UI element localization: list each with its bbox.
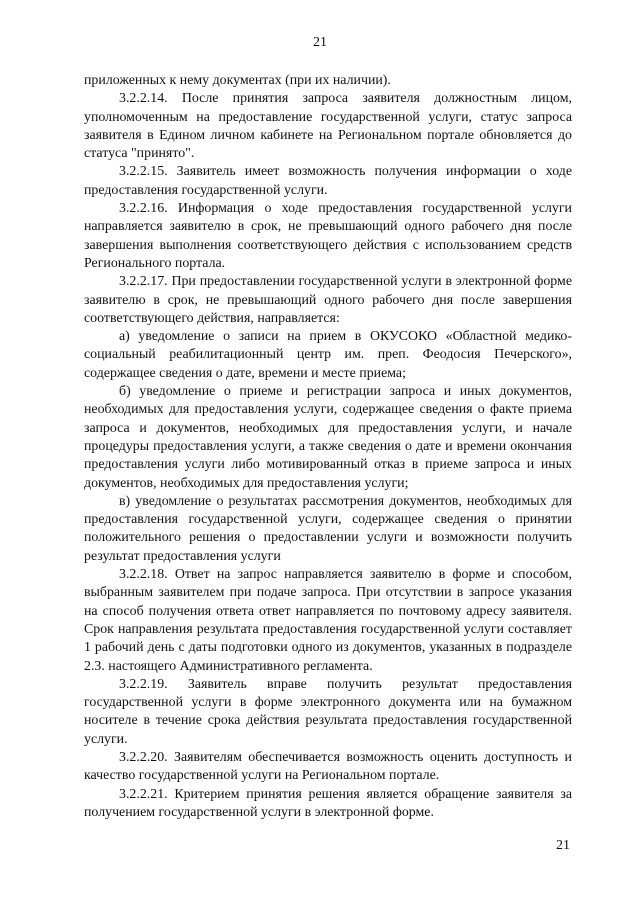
- paragraph-3-2-2-18: 3.2.2.18. Ответ на запрос направляется заявителю в форме и способом, выбранным заявителем при подаче запроса. При отсутствии в запросе указания на способ получения ответа ответ направляется по почтовому адресу заявителя. Срок направления результата предоставления государственной услуги составляет 1 рабочий день с даты подготовки одного из документов, указанных в подразделе 2.3. настоящего Административного регламента.: [84, 567, 572, 674]
- page-number-bottom: 21: [556, 838, 570, 853]
- list-item-b: б) уведомление о приеме и регистрации запроса и иных документов, необходимых для предоставления услуги, содержащее сведения о факте приема запроса и документов, необходимых для предоставления услуги, и начале процедуры предоставления услуги, а также сведения о дате и времени окончания предоставления услуги либо мотивированный отказ в приеме запроса и иных документов, необходимых для предоставления услуги;: [84, 384, 572, 491]
- document-body: [84, 72, 572, 822]
- paragraph-3-2-2-15: 3.2.2.15. Заявитель имеет возможность получения информации о ходе предоставления государственной услуги.: [84, 164, 572, 198]
- paragraph-3-2-2-14: 3.2.2.14. После принятия запроса заявителя должностным лицом, уполномоченным на предоставление государственной услуги, статус запроса заявителя в Едином личном кабинете на Региональном портале обновляется до статуса "принято".: [84, 91, 572, 162]
- list-item-v: в) уведомление о результатах рассмотрения документов, необходимых для предоставления государственной услуги, содержащее сведения о принятии положительного решения о предоставлении услуги и возможности получить результат предоставления услуги: [84, 493, 572, 564]
- paragraph-3-2-2-16: 3.2.2.16. Информация о ходе предоставления государственной услуги направляется заявителю в срок, не превышающий одного рабочего дня после завершения выполнения соответствующего действия с использованием средств Регионального портала.: [84, 201, 572, 271]
- paragraph-3-2-2-21: 3.2.2.21. Критерием принятия решения является обращение заявителя за получением государственной услуги в электронной форме.: [84, 786, 572, 820]
- paragraph-3-2-2-19: 3.2.2.19. Заявитель вправе получить результат предоставления государственной услуги в форме электронного документа или на бумажном носителе в течение срока действия результата предоставления государственной услуги.: [84, 676, 572, 747]
- paragraph-3-2-2-20: 3.2.2.20. Заявителям обеспечивается возможность оценить доступность и качество государственной услуги на Региональном портале.: [84, 749, 572, 784]
- paragraph-3-2-2-17: 3.2.2.17. При предоставлении государственной услуги в электронной форме заявителю в срок, не превышающий одного рабочего дня после завершения соответствующего действия, направляется:: [84, 274, 572, 326]
- page-number-top: 21: [313, 35, 327, 50]
- paragraph-continuation: приложенных к нему документах (при их наличии).: [84, 73, 391, 88]
- list-item-a: а) уведомление о записи на прием в ОКУСОКО «Областной медико-социальный реабилитационный центр им. преп. Феодосия Печерского», содержащее сведения о дате, времени и месте приема;: [84, 329, 572, 381]
